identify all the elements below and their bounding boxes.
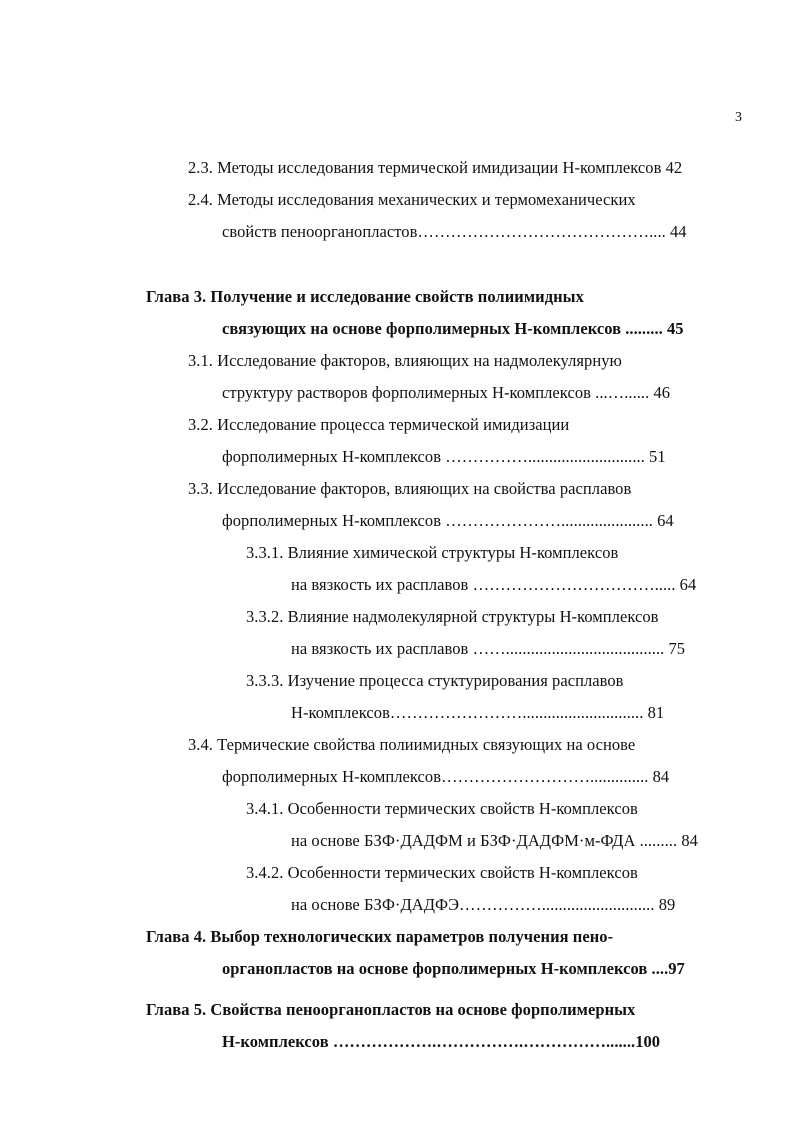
- toc-entry-3-1: 3.1. Исследование факторов, влияющих на надмолекулярную: [188, 351, 622, 370]
- toc-chapter-4-cont: органопластов на основе форполимерных Н-комплексов ....97: [222, 959, 685, 978]
- page-number: 3: [735, 110, 742, 125]
- toc-chapter-5: Глава 5. Свойства пеноорганопластов на основе форполимерных: [146, 1000, 636, 1019]
- toc-entry-3-3-1: 3.3.1. Влияние химической структуры Н-комплексов: [246, 543, 619, 562]
- toc-entry-2-3: 2.3. Методы исследования термической имидизации Н-комплексов 42: [188, 158, 683, 177]
- toc-entry-2-4-cont: свойств пеноорганопластов…………………………………….... 44: [222, 222, 687, 241]
- toc-entry-3-3: 3.3. Исследование факторов, влияющих на свойства расплавов: [188, 479, 632, 498]
- toc-entry-3-4-2: 3.4.2. Особенности термических свойств Н-комплексов: [246, 863, 638, 882]
- toc-entry-3-3-2: 3.3.2. Влияние надмолекулярной структуры Н-комплексов: [246, 607, 659, 626]
- toc-entry-3-2-cont: форполимерных Н-комплексов ……………............................ 51: [222, 447, 666, 466]
- toc-entry-3-4-2-cont: на основе БЗФ·ДАДФЭ……………........................... 89: [291, 895, 676, 914]
- toc-entry-3-4-1-cont: на основе БЗФ·ДАДФМ и БЗФ·ДАДФМ·м-ФДА ......... 84: [291, 831, 698, 850]
- toc-entry-3-4-1: 3.4.1. Особенности термических свойств Н-комплексов: [246, 799, 638, 818]
- toc-entry-3-3-2-cont: на вязкость их расплавов ……...................................... 75: [291, 639, 686, 658]
- toc-entry-3-3-3: 3.3.3. Изучение процесса стуктурирования расплавов: [246, 671, 624, 690]
- toc-entry-3-1-cont: структуру растворов форполимерных Н-комплексов ...…...... 46: [222, 383, 671, 402]
- toc-entry-2-4: 2.4. Методы исследования механических и термомеханических: [188, 190, 636, 209]
- toc-chapter-5-cont: Н-комплексов ……………….…………….…………….......100: [222, 1032, 661, 1051]
- toc-chapter-4: Глава 4. Выбор технологических параметров получения пено-: [146, 927, 614, 946]
- toc-entry-3-3-3-cont: Н-комплексов……………………............................. 81: [291, 703, 665, 722]
- toc-entry-3-3-cont: форполимерных Н-комплексов …………………...................... 64: [222, 511, 674, 530]
- toc-chapter-3-cont: связующих на основе форполимерных Н-комплексов ......... 45: [222, 319, 684, 338]
- toc-entry-3-4: 3.4. Термические свойства полиимидных связующих на основе: [188, 735, 636, 754]
- toc-chapter-3: Глава 3. Получение и исследование свойств полиимидных: [146, 287, 584, 306]
- toc-entry-3-2: 3.2. Исследование процесса термической имидизации: [188, 415, 570, 434]
- toc-entry-3-4-cont: форполимерных Н-комплексов……………………….............. 84: [222, 767, 670, 786]
- toc-entry-3-3-1-cont: на вязкость их расплавов ……………………………..... 64: [291, 575, 697, 594]
